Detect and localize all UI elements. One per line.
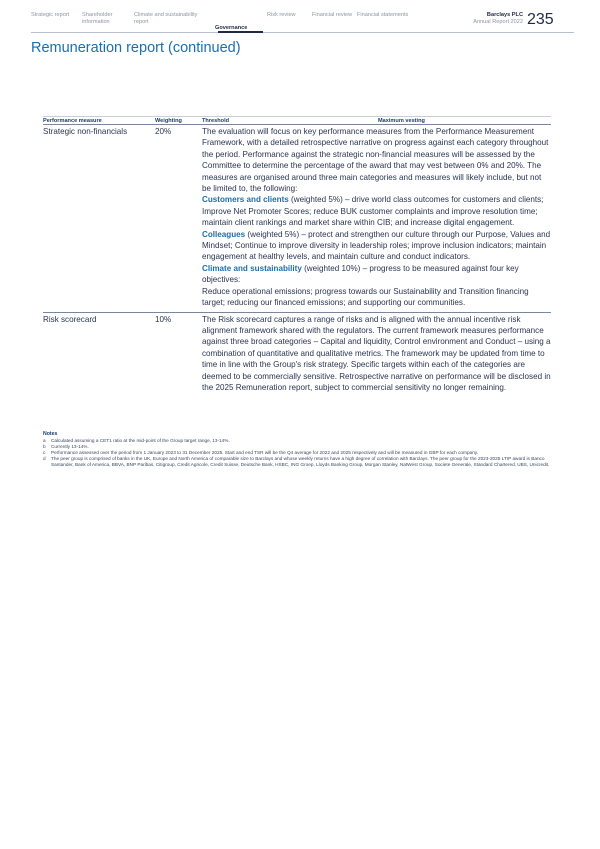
note-key: a <box>43 438 46 443</box>
colleagues-text: (weighted 5%) – protect and strengthen our culture through our Purpose, Values and Mindset; Continue to improve diversity in leadership roles; improve inclusion indicators; maintain engagement at healthy levels, and maintain culture and conduct indicators. <box>202 229 551 262</box>
header-max-vesting: Maximum vesting <box>378 117 425 124</box>
nav-strategic-report[interactable]: Strategic report <box>31 12 70 18</box>
row-intro: The Risk scorecard captures a range of risks and is aligned with the annual incentive risk alignment framework shared with the regulators. The current framework measures performance against three broad categories – Capital and liquidity, Control environment and Conduct – using a combination of quantitative and qualitative metrics. The framework may be updated from time to time in line with the Group's risk strategy. Specific targets within each of the categories are deemed to be commercially sensitive. Retrospective narrative on performance will be disclosed in the 2025 Remuneration report, subject to commercial sensitivity no longer remaining. <box>202 314 551 392</box>
nav-active-indicator <box>218 31 263 33</box>
row-measure: Strategic non-financials <box>43 127 128 136</box>
table-row <box>43 312 551 397</box>
nav-shareholder-information[interactable]: Shareholder information <box>82 12 113 25</box>
header-measure: Performance measure <box>43 117 102 124</box>
row-measure: Risk scorecard <box>43 314 97 324</box>
climate-heading: Climate and sustainability <box>202 263 302 273</box>
brand-block <box>458 12 523 26</box>
report-name: Annual Report 2022 <box>473 19 523 25</box>
note-item <box>43 456 551 468</box>
note-text: Calculated assuming a CET1 ratio at the mid-point of the Group target range, 13-14%. <box>51 438 230 443</box>
colleagues-paragraph <box>202 229 551 263</box>
page-number: 235 <box>527 11 554 28</box>
performance-table <box>43 116 551 396</box>
row-weighting: 20% <box>155 127 172 136</box>
row-description <box>202 126 551 309</box>
notes <box>43 431 551 468</box>
nav-climate-sustainability[interactable]: Climate and sustainability report <box>134 12 198 25</box>
nav-risk-review[interactable]: Risk review <box>267 12 296 18</box>
note-key: c <box>43 450 46 455</box>
header-threshold: Threshold <box>202 117 230 124</box>
header-weighting: Weighting <box>155 117 182 124</box>
note-text: The peer group is comprised of banks in the UK, Europe and North America of comparable size to Barclays and whose weekly returns have a high degree of correlation with Barclays. The peer group for the 2023-2025 LTIP award is Banco Santander, Bank of America, BBVA, BNP Paribas, Citigroup, Credit Agricole, Credit Suisse, Deutsche Bank, HSBC, ING Groep, Lloyds Banking Group, Morgan Stanley, NatWest Group, Societe Generale, Standard Chartered, UBS, Unicredit. <box>51 456 550 467</box>
nav-financial-statements[interactable]: Financial statements <box>357 12 409 18</box>
nav-financial-review[interactable]: Financial review <box>312 12 353 18</box>
row-description <box>202 314 551 394</box>
climate-text: (weighted 10%) – progress to be measured against four key objectives: <box>202 263 519 285</box>
climate-paragraph <box>202 263 551 286</box>
customers-text: (weighted 5%) – drive world class outcomes for customers and clients; Improve Net Promoter Scores; reduce BUK customer complaints and improve resolution time; maintain client rankings and market share within CIB; and increase digital engagement. <box>202 195 544 228</box>
table-row <box>43 125 551 312</box>
table-header <box>43 116 551 125</box>
climate-more: Reduce operational emissions; progress towards our Sustainability and Transition financing target; reducing our financed emissions; and supporting our communities. <box>202 286 529 308</box>
nav-governance[interactable]: Governance <box>215 25 248 31</box>
customers-heading: Customers and clients <box>202 195 289 205</box>
note-key: b <box>43 444 46 449</box>
row-intro: The evaluation will focus on key performance measures from the Performance Measurement Framework, with a detailed retrospective narrative on progress against each category throughout the period. Performance against the strategic non-financial measures will be assessed by the Committee to determine the percentage of the award that may vest between 0% and 20%. The measures are organised around three main categories and measures will likely include, but not be limited to, the following: <box>202 127 549 194</box>
colleagues-heading: Colleagues <box>202 229 246 239</box>
note-text: Performance assessed over the period from 1 January 2023 to 31 December 2025. Start and end TSR will be the Q4 average for 2022 and 2025 respectively and will be measured in GBP for each company. <box>51 450 479 455</box>
notes-title: Notes <box>43 431 58 437</box>
note-text: Currently 13-14%. <box>51 444 89 449</box>
row-weighting: 10% <box>155 314 172 324</box>
brand-name: Barclays PLC <box>486 12 523 18</box>
page-title: Remuneration report (continued) <box>31 40 241 56</box>
customers-paragraph <box>202 194 551 228</box>
note-key: d <box>43 456 46 461</box>
nav-divider <box>31 32 574 33</box>
